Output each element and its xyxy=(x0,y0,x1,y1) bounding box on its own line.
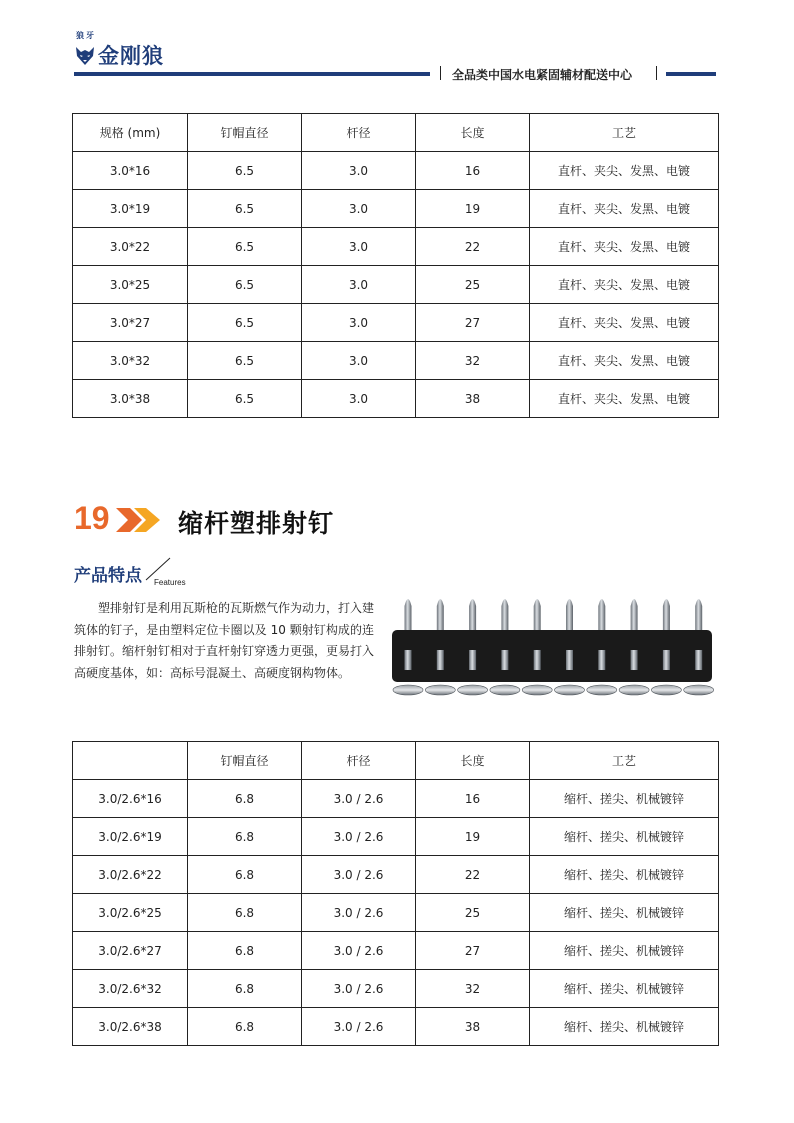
table-header-cell: 杆径 xyxy=(302,742,416,780)
table-cell: 6.5 xyxy=(188,190,302,228)
table-cell: 6.8 xyxy=(188,894,302,932)
table-row xyxy=(73,228,719,266)
table-cell: 缩杆、搓尖、机械镀锌 xyxy=(530,894,719,932)
table-cell: 3.0*22 xyxy=(73,228,188,266)
section-number: 19 xyxy=(74,500,110,536)
table-cell: 25 xyxy=(416,266,530,304)
table-cell: 3.0 xyxy=(302,152,416,190)
table-cell: 27 xyxy=(416,304,530,342)
table-cell: 6.5 xyxy=(188,228,302,266)
table-row xyxy=(73,190,719,228)
nail-head xyxy=(651,685,681,695)
table-cell: 22 xyxy=(416,228,530,266)
nail-head xyxy=(619,685,649,695)
table-cell: 3.0 / 2.6 xyxy=(302,818,416,856)
table-header-cell: 工艺 xyxy=(530,114,719,152)
table-cell: 38 xyxy=(416,1008,530,1046)
table-header-cell: 长度 xyxy=(416,742,530,780)
header-divider-right xyxy=(656,66,657,80)
table-cell: 16 xyxy=(416,780,530,818)
table-header-cell: 钉帽直径 xyxy=(188,114,302,152)
table-row xyxy=(73,304,719,342)
header-rule-left xyxy=(74,72,430,76)
table-cell: 3.0 xyxy=(302,228,416,266)
table-row xyxy=(73,818,719,856)
table-cell: 6.5 xyxy=(188,304,302,342)
table-header-row xyxy=(73,114,719,152)
nail-head xyxy=(684,685,714,695)
table-cell: 3.0/2.6*38 xyxy=(73,1008,188,1046)
product-description: 塑排射钉是利用瓦斯枪的瓦斯燃气作为动力，打入建筑体的钉子，是由塑料定位卡圈以及 10 颗射钉构成的连排射钉。缩杆射钉相对于直杆射钉穿透力更强，更易打入高硬度基体，如：高标号混凝土、高硬度钢构物体。 xyxy=(74,601,375,680)
nail-shank-window xyxy=(437,650,444,670)
table-cell: 直杆、夹尖、发黑、电镀 xyxy=(530,266,719,304)
table-cell: 3.0/2.6*32 xyxy=(73,970,188,1008)
table-cell: 3.0*19 xyxy=(73,190,188,228)
table-header-cell: 钉帽直径 xyxy=(188,742,302,780)
table-row xyxy=(73,780,719,818)
table-row xyxy=(73,970,719,1008)
nail-head xyxy=(522,685,552,695)
nail-shank-window xyxy=(469,650,476,670)
table-cell: 3.0/2.6*27 xyxy=(73,932,188,970)
table-cell: 22 xyxy=(416,856,530,894)
table-row xyxy=(73,380,719,418)
table-cell: 16 xyxy=(416,152,530,190)
table-row xyxy=(73,1008,719,1046)
table-cell: 6.5 xyxy=(188,380,302,418)
table-cell: 6.8 xyxy=(188,818,302,856)
spec-table-straight-nails xyxy=(72,113,719,418)
table-cell: 3.0 / 2.6 xyxy=(302,970,416,1008)
table-cell: 32 xyxy=(416,970,530,1008)
nail-shank-window xyxy=(598,650,605,670)
table-row xyxy=(73,266,719,304)
table-cell: 6.8 xyxy=(188,780,302,818)
nail-shank-window xyxy=(534,650,541,670)
collated-nail-strip-image xyxy=(388,590,718,700)
table-cell: 19 xyxy=(416,818,530,856)
table-cell: 3.0*32 xyxy=(73,342,188,380)
table-cell: 6.8 xyxy=(188,1008,302,1046)
table-header-cell: 长度 xyxy=(416,114,530,152)
table-header-cell: 杆径 xyxy=(302,114,416,152)
table-cell: 3.0/2.6*25 xyxy=(73,894,188,932)
nail-head xyxy=(587,685,617,695)
table-cell: 3.0 / 2.6 xyxy=(302,1008,416,1046)
header-rule-right xyxy=(666,72,716,76)
table-cell: 6.5 xyxy=(188,152,302,190)
table-row xyxy=(73,856,719,894)
table-cell: 3.0*38 xyxy=(73,380,188,418)
nail-head xyxy=(555,685,585,695)
table-cell: 直杆、夹尖、发黑、电镀 xyxy=(530,380,719,418)
table-cell: 3.0*16 xyxy=(73,152,188,190)
table-cell: 3.0/2.6*22 xyxy=(73,856,188,894)
table-header-row xyxy=(73,742,719,780)
table-row xyxy=(73,152,719,190)
table-cell: 缩杆、搓尖、机械镀锌 xyxy=(530,970,719,1008)
table-cell: 3.0 xyxy=(302,342,416,380)
table-row xyxy=(73,342,719,380)
section-title: 缩杆塑排射钉 xyxy=(178,509,335,538)
nail-shank-window xyxy=(695,650,702,670)
nail-head xyxy=(393,685,423,695)
table-cell: 3.0*27 xyxy=(73,304,188,342)
table-row xyxy=(73,932,719,970)
table-cell: 6.8 xyxy=(188,932,302,970)
nail-shank-window xyxy=(501,650,508,670)
table-header-cell xyxy=(73,742,188,780)
nail-shank-window xyxy=(566,650,573,670)
table-cell: 38 xyxy=(416,380,530,418)
table-cell: 缩杆、搓尖、机械镀锌 xyxy=(530,856,719,894)
logo-text: 金刚狼 xyxy=(98,43,164,68)
table-cell: 直杆、夹尖、发黑、电镀 xyxy=(530,304,719,342)
table-cell: 3.0 xyxy=(302,190,416,228)
logo-small-text: 狼牙 xyxy=(76,31,96,40)
table-cell: 缩杆、搓尖、机械镀锌 xyxy=(530,780,719,818)
table-cell: 3.0 xyxy=(302,304,416,342)
header-tagline: 全品类中国水电紧固辅材配送中心 xyxy=(452,68,633,82)
table-cell: 缩杆、搓尖、机械镀锌 xyxy=(530,818,719,856)
features-title: 产品特点 xyxy=(74,566,142,586)
table-cell: 3.0*25 xyxy=(73,266,188,304)
nail-head xyxy=(458,685,488,695)
table-cell: 直杆、夹尖、发黑、电镀 xyxy=(530,152,719,190)
table-cell: 3.0/2.6*16 xyxy=(73,780,188,818)
table-header-cell: 工艺 xyxy=(530,742,719,780)
table-cell: 直杆、夹尖、发黑、电镀 xyxy=(530,342,719,380)
brand-logo xyxy=(74,30,164,70)
table-cell: 3.0 / 2.6 xyxy=(302,932,416,970)
table-cell: 25 xyxy=(416,894,530,932)
wolf-head-icon xyxy=(74,44,96,66)
table-cell: 3.0/2.6*19 xyxy=(73,818,188,856)
table-cell: 3.0 xyxy=(302,266,416,304)
table-cell: 3.0 / 2.6 xyxy=(302,780,416,818)
nail-shank-window xyxy=(631,650,638,670)
table-row xyxy=(73,894,719,932)
table-cell: 3.0 xyxy=(302,380,416,418)
nail-shank-window xyxy=(663,650,670,670)
table-cell: 3.0 / 2.6 xyxy=(302,856,416,894)
table-cell: 缩杆、搓尖、机械镀锌 xyxy=(530,1008,719,1046)
double-chevron-right-icon xyxy=(116,506,164,534)
header-divider-left xyxy=(440,66,441,80)
table-cell: 27 xyxy=(416,932,530,970)
table-cell: 6.5 xyxy=(188,342,302,380)
table-cell: 6.8 xyxy=(188,856,302,894)
spec-table-reduced-shank-nails xyxy=(72,741,719,1046)
features-subtitle: Features xyxy=(154,578,186,587)
nail-head xyxy=(425,685,455,695)
table-header-cell: 规格 (mm) xyxy=(73,114,188,152)
table-cell: 缩杆、搓尖、机械镀锌 xyxy=(530,932,719,970)
table-cell: 19 xyxy=(416,190,530,228)
table-cell: 32 xyxy=(416,342,530,380)
nail-head xyxy=(490,685,520,695)
table-cell: 6.5 xyxy=(188,266,302,304)
table-cell: 直杆、夹尖、发黑、电镀 xyxy=(530,190,719,228)
table-cell: 3.0 / 2.6 xyxy=(302,894,416,932)
table-cell: 6.8 xyxy=(188,970,302,1008)
table-cell: 直杆、夹尖、发黑、电镀 xyxy=(530,228,719,266)
nail-shank-window xyxy=(405,650,412,670)
